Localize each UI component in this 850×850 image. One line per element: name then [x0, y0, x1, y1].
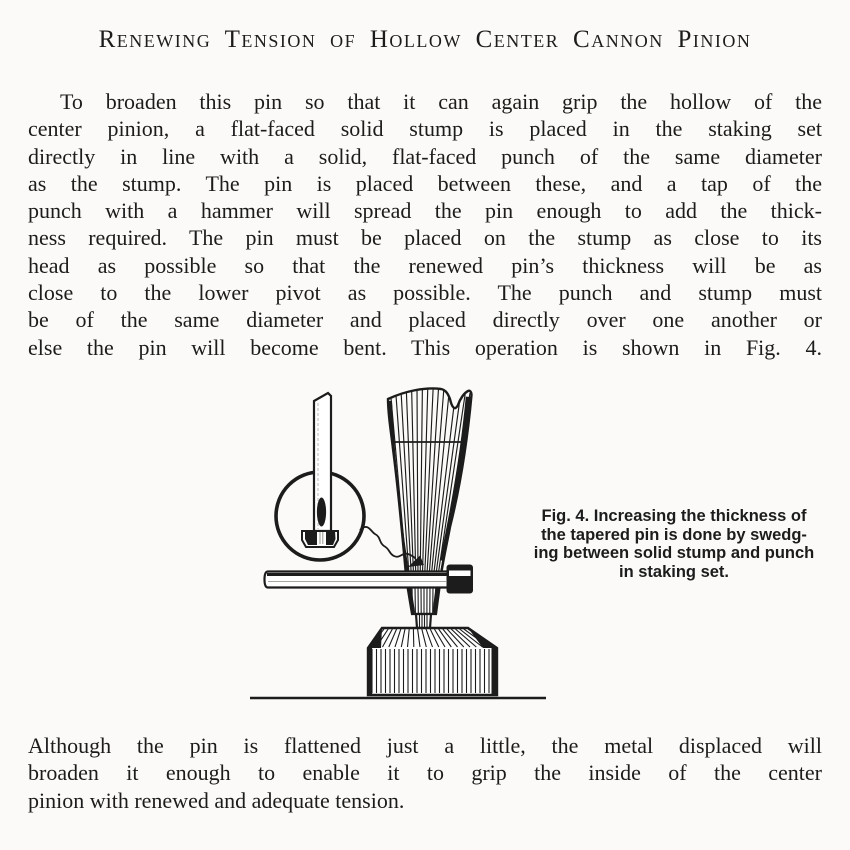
text-line: head as possible so that the renewed pin’s thickness will be as: [28, 252, 822, 278]
text-line: as the stump. The pin is placed between these, and a tap of the: [28, 170, 822, 196]
intro-paragraph: [28, 88, 822, 361]
text-line: punch with a hammer will spread the pin enough to add the thick-: [28, 198, 822, 224]
caption-line: the tapered pin is done by swedg-: [541, 525, 807, 544]
punch: [388, 387, 472, 577]
cannon-pinion-inset: [302, 393, 338, 547]
text-line: broaden it enough to enable it to grip the inside of the center: [28, 760, 822, 786]
caption-line: in staking set.: [618, 562, 730, 581]
text-line: Although the pin is flattened just a little, the metal displaced will: [28, 733, 822, 758]
pin-slot: [317, 498, 326, 527]
stump-upper-column: [407, 584, 440, 628]
text-line: else the pin will become bent. This operation is shown in Fig. 4.: [28, 334, 822, 360]
text-line: directly in line with a solid, flat-faced punch of the same diameter: [28, 143, 822, 169]
caption-line: Fig. 4. Increasing the thickness of: [541, 507, 807, 525]
text-line: close to the lower pivot as possible. The punch and stump must: [28, 280, 822, 306]
closing-paragraph: [28, 732, 822, 814]
page-title: Renewing Tension of Hollow Center Cannon Pinion: [98, 26, 752, 53]
caption-line: ing between solid stump and punch: [533, 544, 815, 562]
text-line: ness required. The pin must be placed on the stump as close to its: [28, 225, 822, 251]
text-line: To broaden this pin so that it can again grip the hollow of the: [60, 89, 822, 114]
punch-outline: [388, 388, 472, 575]
neck: [416, 614, 431, 628]
text-line: be of the same diameter and placed directly over one another or: [28, 307, 822, 333]
stump: [368, 628, 497, 695]
text-line: pinion with renewed and adequate tension.: [28, 787, 405, 813]
arbor-hex-facet: [449, 571, 471, 577]
figure-caption: [498, 507, 850, 581]
text-line: center pinion, a flat-faced solid stump is placed in the staking set: [28, 116, 822, 142]
arbor-hex-head: [448, 566, 473, 593]
